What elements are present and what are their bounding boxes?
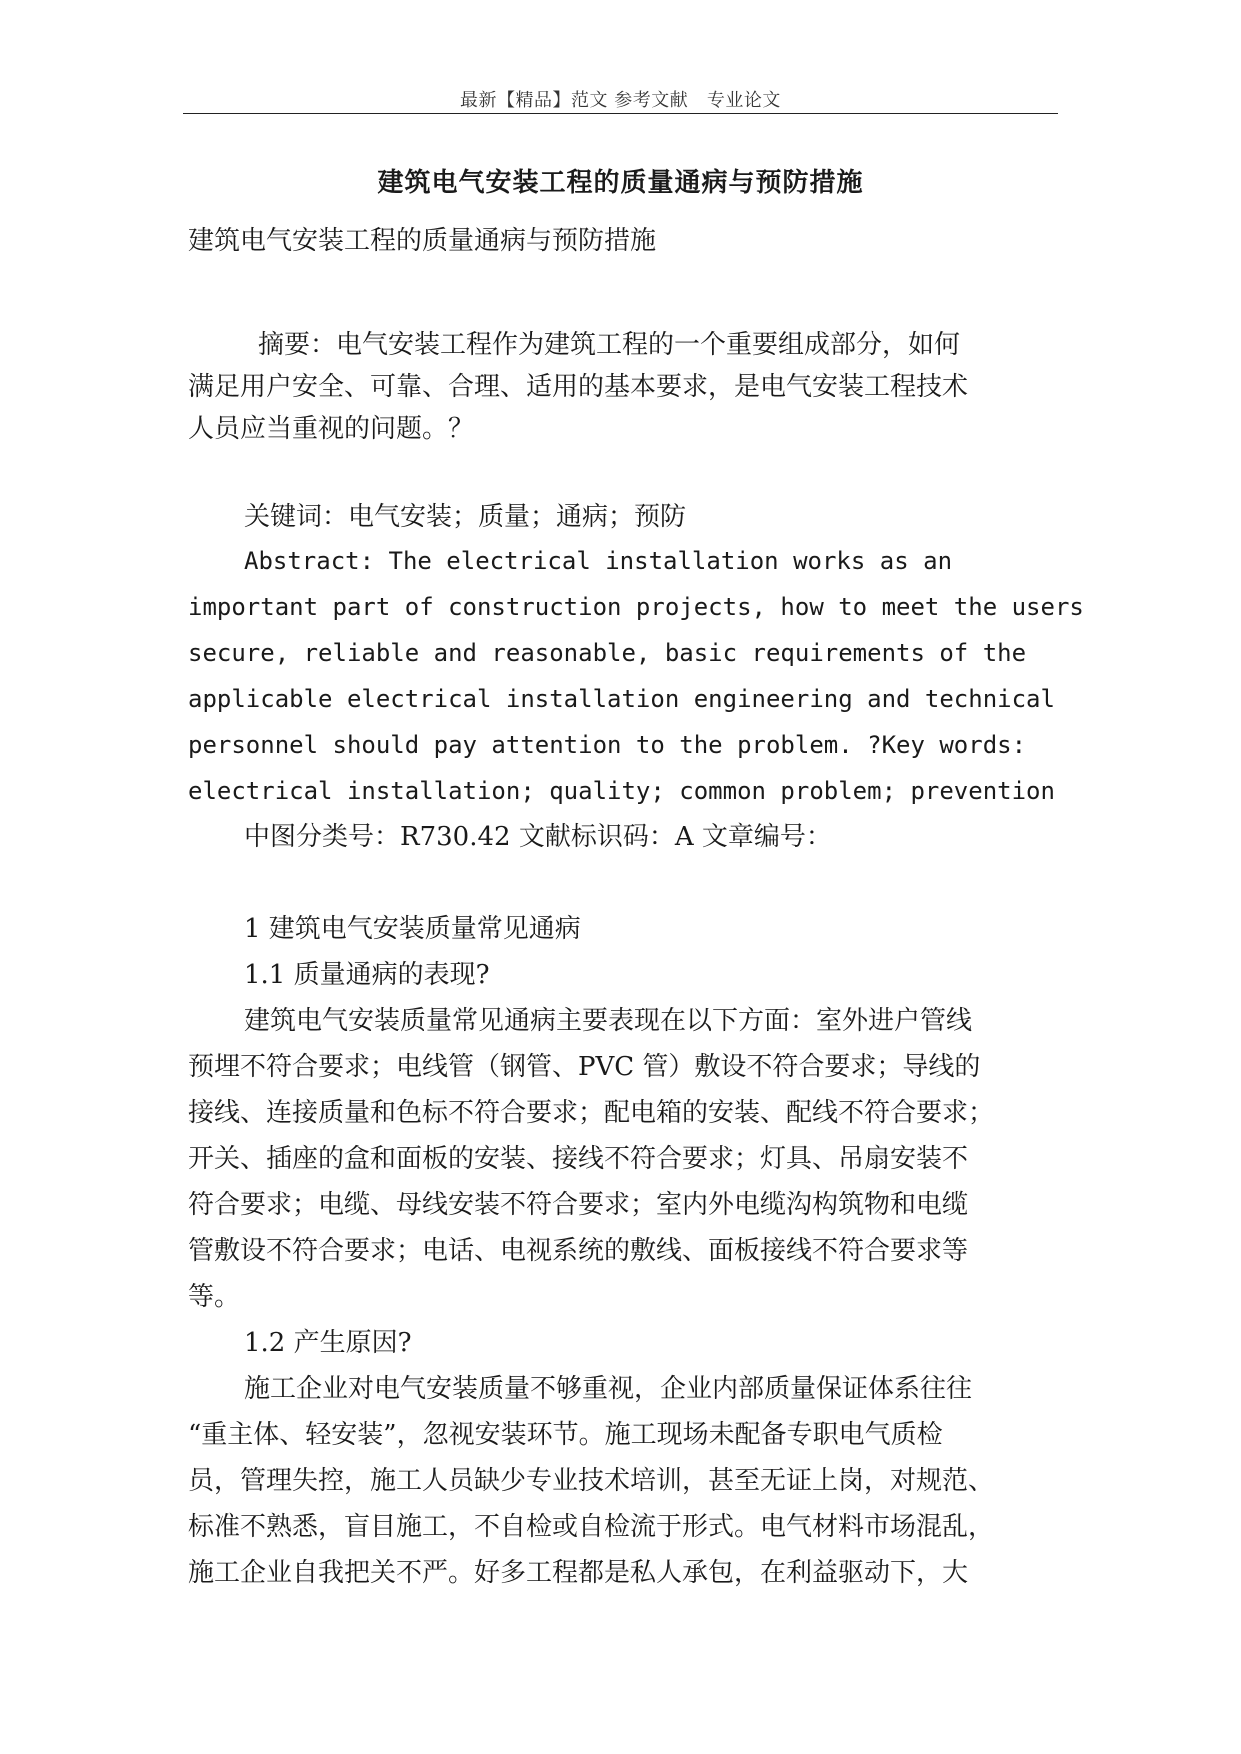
section-1-1-body-line: 建筑电气安装质量常见通病主要表现在以下方面：室外进户管线 — [244, 1006, 973, 1036]
section-1-1-heading: 1.1 质量通病的表现? — [244, 960, 490, 990]
header-rule — [183, 113, 1058, 114]
abstract-cn-line: 满足用户安全、可靠、合理、适用的基本要求，是电气安装工程技术 — [188, 372, 969, 402]
section-1-2-heading: 1.2 产生原因? — [244, 1328, 412, 1358]
abstract-en-line: important part of construction projects, how to meet the users — [188, 593, 1084, 621]
section-1-2-body-line: 施工企业对电气安装质量不够重视，企业内部质量保证体系往往 — [244, 1374, 973, 1404]
section-1-1-body-line: 等。 — [188, 1282, 241, 1312]
section-1-1-body-line: 开关、插座的盒和面板的安装、接线不符合要求；灯具、吊扇安装不 — [188, 1144, 969, 1174]
abstract-cn-line: 人员应当重视的问题。？ — [188, 414, 475, 444]
keywords-cn: 关键词：电气安装；质量；通病；预防 — [244, 502, 687, 532]
abstract-en-line: electrical installation; quality; common problem; prevention — [188, 777, 1055, 805]
section-1-2-body-line: 员，管理失控，施工人员缺少专业技术培训，甚至无证上岗，对规范、 — [188, 1466, 995, 1496]
section-1-heading: 1 建筑电气安装质量常见通病 — [244, 914, 581, 944]
section-1-1-body-line: 符合要求；电缆、母线安装不符合要求；室内外电缆沟构筑物和电缆 — [188, 1190, 969, 1220]
section-1-2-body-line: 标准不熟悉，盲目施工，不自检或自检流于形式。电气材料市场混乱， — [188, 1512, 995, 1542]
document-subtitle: 建筑电气安装工程的质量通病与预防措施 — [188, 226, 657, 256]
section-1-1-body-line: 接线、连接质量和色标不符合要求；配电箱的安装、配线不符合要求； — [188, 1098, 995, 1128]
section-1-2-body-line: 施工企业自我把关不严。好多工程都是私人承包，在利益驱动下，大 — [188, 1558, 969, 1588]
abstract-en-line: personnel should pay attention to the problem. ?Key words: — [188, 731, 1027, 759]
abstract-cn-line: 摘要：电气安装工程作为建筑工程的一个重要组成部分，如何 — [258, 330, 961, 360]
section-1-1-body-line: 预埋不符合要求；电线管（钢管、PVC 管）敷设不符合要求；导线的 — [188, 1052, 981, 1082]
abstract-en-line: Abstract: The electrical installation works as an — [244, 547, 953, 575]
classification-line: 中图分类号：R730.42 文献标识码：A 文章编号： — [244, 822, 832, 852]
section-1-1-body-line: 管敷设不符合要求；电话、电视系统的敷线、面板接线不符合要求等 — [188, 1236, 969, 1266]
abstract-en-line: secure, reliable and reasonable, basic requirements of the — [188, 639, 1027, 667]
document-title: 建筑电气安装工程的质量通病与预防措施 — [377, 168, 864, 198]
abstract-en-line: applicable electrical installation engineering and technical — [188, 685, 1055, 713]
running-header: 最新【精品】范文 参考文献 专业论文 — [460, 90, 781, 111]
section-1-2-body-line: “重主体、轻安装”，忽视安装环节。施工现场未配备专职电气质检 — [188, 1420, 943, 1450]
